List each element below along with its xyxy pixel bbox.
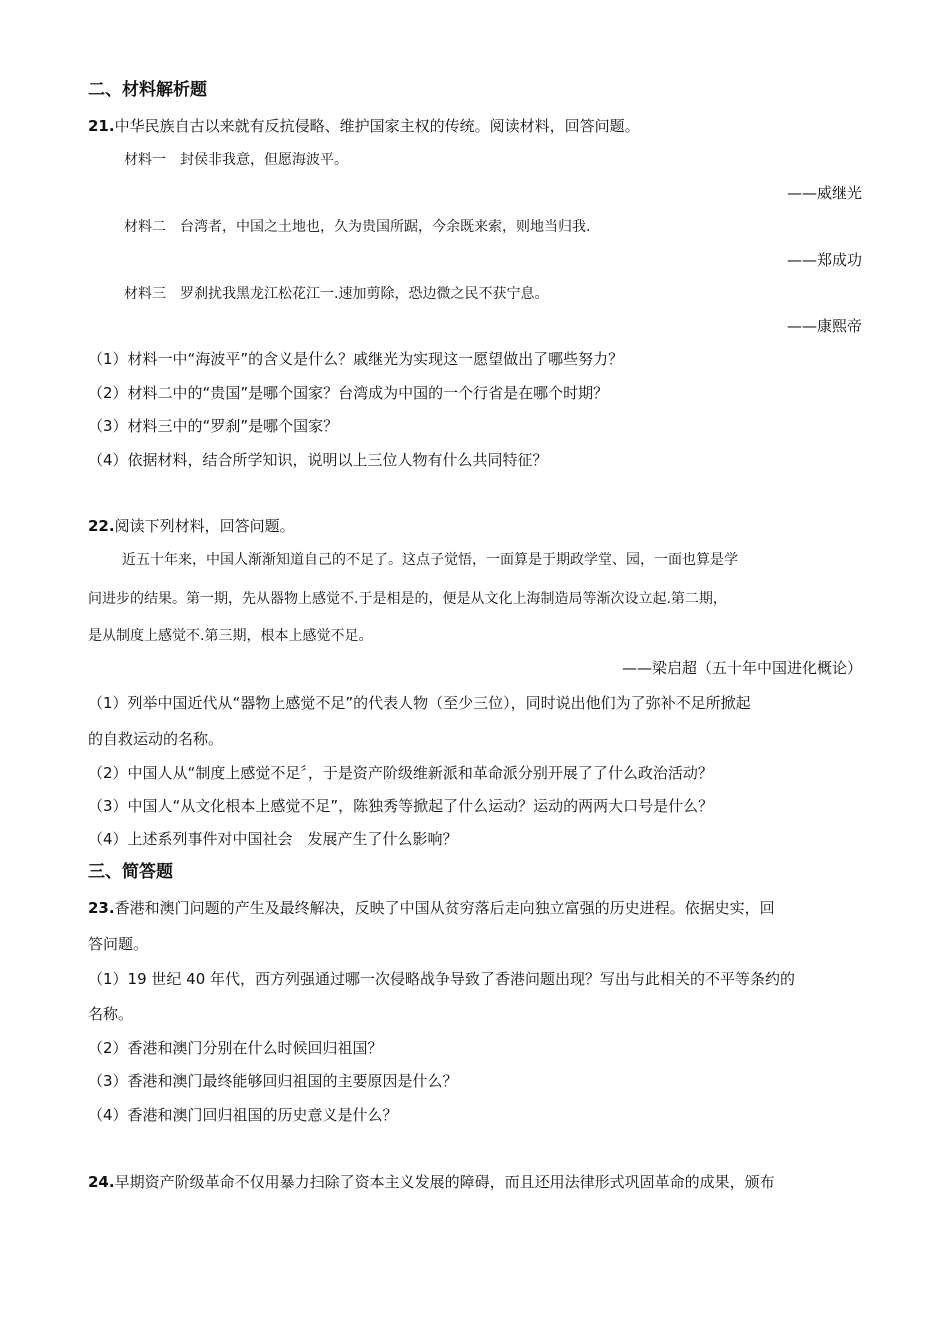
q22-sub-2: （2）中国人从“制度上感觉不足〞，于是资产阶级维新派和革命派分别开展了了什么政治活动？ [88, 764, 713, 782]
question-23-number: 23. [88, 899, 115, 917]
q23-sub-1-cont: 名称。 [88, 1005, 134, 1023]
question-24-stem: 早期资产阶级革命不仅用暴力扫除了资本主义发展的障碍，而且还用法律形式巩固革命的成果，颁布 [114, 1173, 775, 1191]
section-3-title: 三、简答题 [88, 862, 173, 882]
q22-passage-line-3: 是从制度上感觉不.第三期，根本上感觉不足。 [88, 628, 373, 644]
q21-sub-2: （2）材料二中的“贵国”是哪个国家？台湾成为中国的一个行省是在哪个时期？ [88, 384, 609, 402]
material-1: 材料一 封侯非我意，但愿海波平。 [124, 152, 348, 168]
section-2-title: 二、材料解析题 [88, 80, 207, 100]
question-21-stem: 中华民族自古以来就有反抗侵略、维护国家主权的传统。阅读材料，回答问题。 [114, 117, 640, 135]
q22-sub-1: （1）列举中国近代从“器物上感觉不足”的代表人物（至少三位），同时说出他们为了弥补不足所掀起 [88, 694, 751, 712]
q22-passage-line-1: 近五十年来，中国人渐渐知道自己的不足了。这点子觉悟，一面算是于期政学堂、园，一面也算是学 [122, 552, 738, 568]
q21-sub-4: （4）依据材料，结合所学知识，说明以上三位人物有什么共同特征？ [88, 451, 548, 469]
question-23 [88, 898, 775, 918]
material-3-source: ——康熙帝 [786, 317, 862, 335]
q21-sub-1: （1）材料一中“海波平”的含义是什么？戚继光为实现这一愿望做出了哪些努力？ [88, 350, 624, 368]
q22-sub-1-cont: 的自救运动的名称。 [88, 730, 224, 748]
q21-sub-3: （3）材料三中的“罗刹”是哪个国家？ [88, 417, 339, 435]
question-24 [88, 1172, 775, 1192]
q22-source: ——梁启超（五十年中国进化概论） [621, 659, 862, 677]
q23-sub-3: （3）香港和澳门最终能够回归祖国的主要原因是什么？ [88, 1072, 458, 1090]
question-22-number: 22. [88, 517, 115, 535]
question-23-stem: 香港和澳门问题的产生及最终解决，反映了中国从贫穷落后走向独立富强的历史进程。依据史实，回 [114, 899, 775, 917]
material-1-source: ——威继光 [786, 184, 862, 202]
question-22 [88, 516, 295, 536]
material-3: 材料三 罗刹扰我黑龙江松花江一.速加剪除，恐边微之民不获宁息。 [124, 286, 549, 302]
q22-sub-3: （3）中国人“从文化根本上感觉不足”，陈独秀等掀起了什么运动？运动的两两大口号是什么？ [88, 797, 714, 815]
q23-sub-2: （2）香港和澳门分别在什么时候回归祖国？ [88, 1039, 383, 1057]
material-2-source: ——郑成功 [786, 251, 862, 269]
material-2: 材料二 台湾者，中国之土地也，久为贵国所踞，今余既来索，则地当归我. [124, 219, 591, 235]
q22-sub-4: （4）上述系列事件对中国社会 发展产生了什么影响？ [88, 830, 458, 848]
q22-passage-line-2: 问进步的结果。第一期，先从器物上感觉不.于是相是的，便是从文化上海制造局等渐次设立起.第二期， [88, 591, 727, 607]
question-21 [88, 116, 640, 136]
question-24-number: 24. [88, 1173, 115, 1191]
question-22-stem: 阅读下列材料，回答问题。 [114, 517, 295, 535]
q23-sub-1: （1）19 世纪 40 年代，西方列强通过哪一次侵略战争导致了香港问题出现？写出与此相关的不平等条约的 [88, 970, 796, 988]
q23-sub-4: （4）香港和澳门回归祖国的历史意义是什么？ [88, 1106, 398, 1124]
question-23-stem-cont: 答问题。 [88, 935, 149, 953]
question-21-number: 21. [88, 117, 115, 135]
